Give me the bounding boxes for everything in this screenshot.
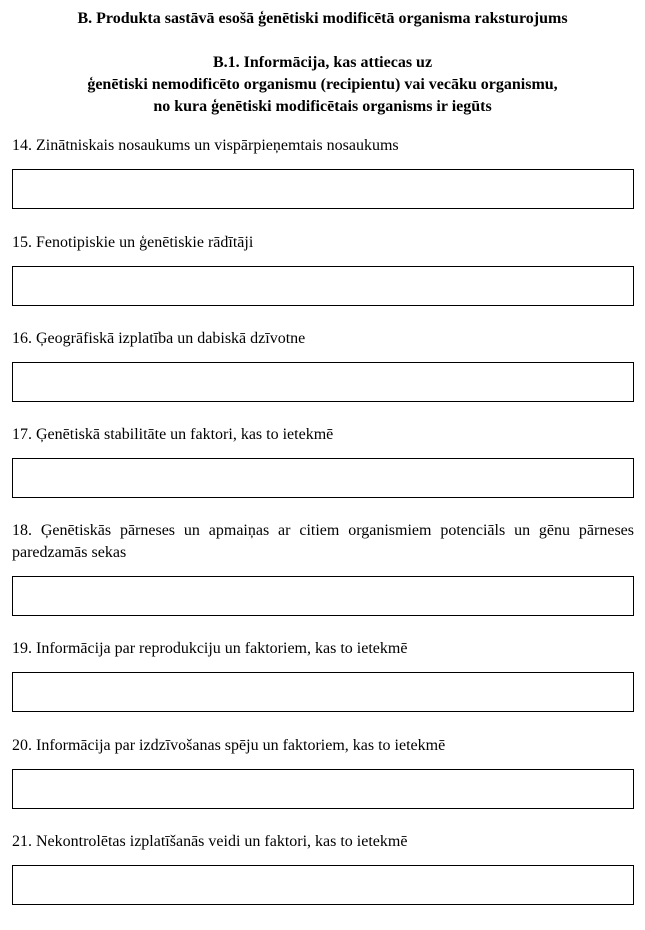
- section-title: B. Produkta sastāvā esošā ģenētiski modificētā organisma raksturojums: [77, 10, 568, 27]
- field-label-19: 19. Informācija par reprodukciju un faktoriem, kas to ietekmē: [12, 640, 408, 657]
- field-input-21[interactable]: [12, 865, 634, 905]
- field-label-14: 14. Zinātniskais nosaukums un vispārpieņemtais nosaukums: [12, 137, 399, 154]
- subsection-title-line-1: B.1. Informācija, kas attiecas uz: [212, 54, 433, 71]
- field-label-15: 15. Fenotipiskie un ģenētiskie rādītāji: [12, 234, 254, 251]
- field-input-16[interactable]: [12, 362, 634, 402]
- subsection-title-line-3: no kura ģenētiski modificētais organisms ir iegūts: [153, 98, 492, 115]
- field-label-16: 16. Ģeogrāfiskā izplatība un dabiskā dzīvotne: [12, 330, 306, 347]
- field-label-21: 21. Nekontrolētas izplatīšanās veidi un faktori, kas to ietekmē: [12, 833, 408, 850]
- field-label-20: 20. Informācija par izdzīvošanas spēju un faktoriem, kas to ietekmē: [12, 737, 446, 754]
- subsection-title-line-2: ģenētiski nemodificēto organismu (recipientu) vai vecāku organismu,: [87, 76, 558, 93]
- field-input-18[interactable]: [12, 576, 634, 616]
- subsection-title: [0, 52, 645, 118]
- field-input-14[interactable]: [12, 169, 634, 209]
- field-input-17[interactable]: [12, 458, 634, 498]
- field-label-18: 18. Ģenētiskās pārneses un apmaiņas ar citiem organismiem potenciāls un gēnu pārneses paredzamās sekas: [12, 522, 634, 561]
- field-input-19[interactable]: [12, 672, 634, 712]
- field-input-15[interactable]: [12, 266, 634, 306]
- field-label-17: 17. Ģenētiskā stabilitāte un faktori, kas to ietekmē: [12, 426, 334, 443]
- field-input-20[interactable]: [12, 769, 634, 809]
